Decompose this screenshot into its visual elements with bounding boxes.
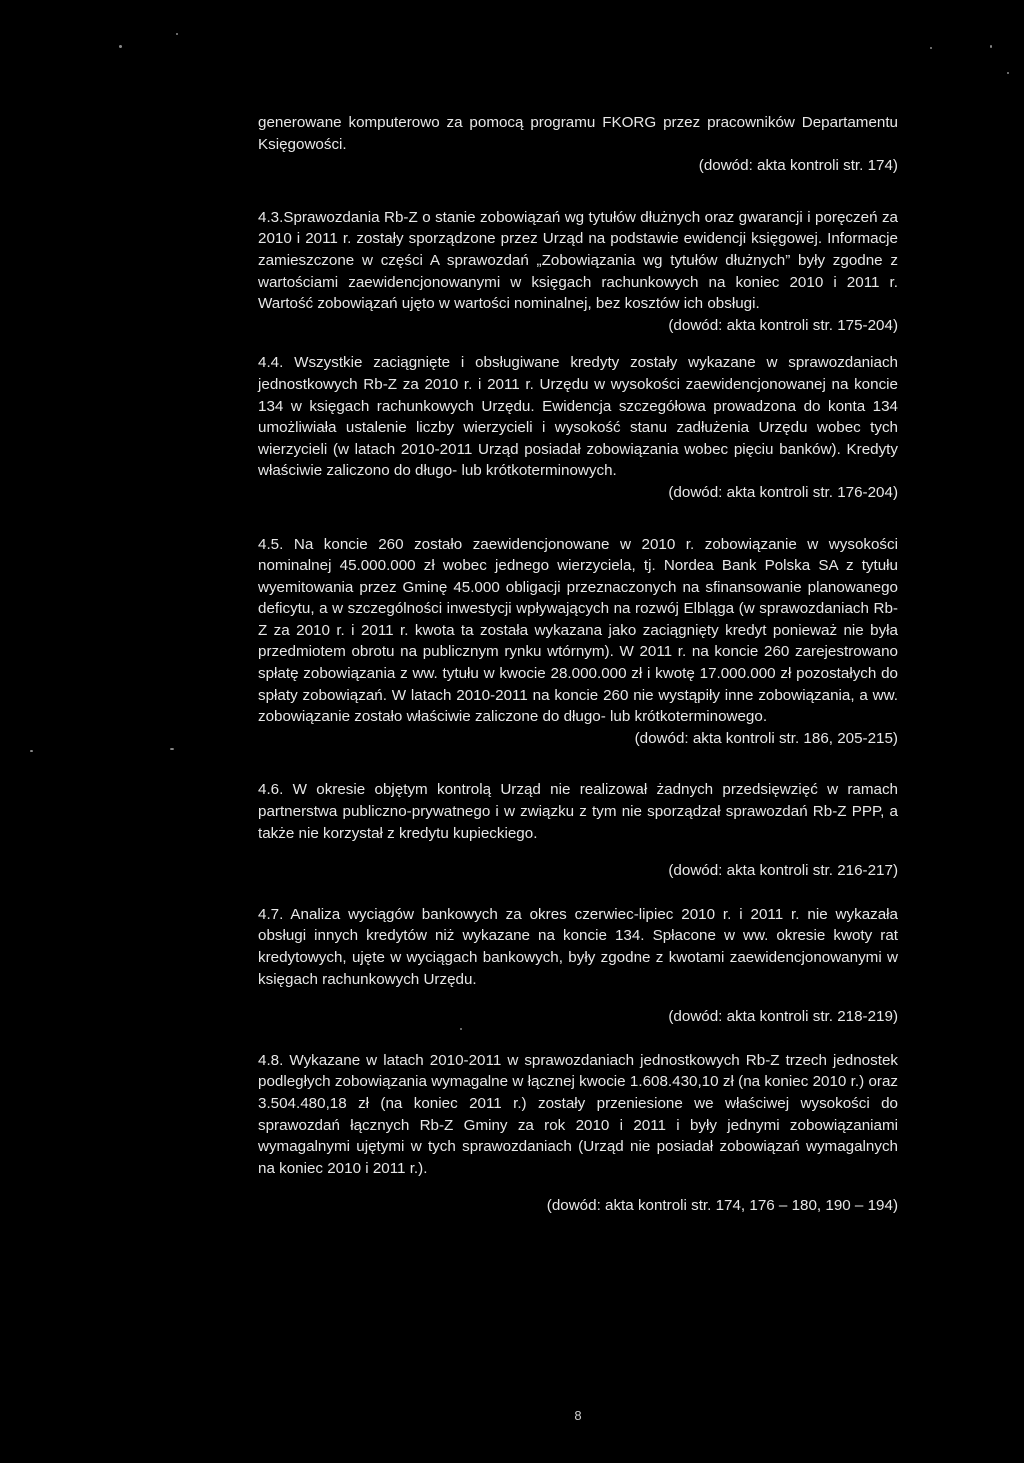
- document-page: [258, 112, 898, 1217]
- evidence-reference: (dowód: akta kontroli str. 216-217): [668, 862, 898, 880]
- section-4-7-paragraph: 4.7. Analiza wyciągów bankowych za okres czerwiec-lipiec 2010 r. i 2011 r. nie wykazała obsługi innych kredytów niż wykazane na koncie 134. Spłacone w ww. okresie kwoty rat kredytowych, ujęte w wyciągach bankowych, były zgodne z kwotami zaewidencjonowanymi w księgach rachunkowych Urzędu.: [258, 905, 898, 988]
- page-number: 8: [574, 1408, 582, 1423]
- scan-speck: [1007, 72, 1009, 74]
- section-4-4-paragraph: 4.4. Wszystkie zaciągnięte i obsługiwane kredyty zostały wykazane w sprawozdaniach jednostkowych Rb-Z za 2010 r. i 2011 r. Urzędu w wysokości zaewidencjonowanej na koncie 134 w księgach rachunkowych Urzędu. Ewidencja szczegółowa prowadzona do konta 134 umożliwiała ustalenie liczby wierzycieli i wysokość stanu zadłużenia Urzędu wobec tych wierzycieli (w latach 2010-2011 Urząd posiadał zobowiązania wobec pięciu banków). Kredyty właściwie zaliczono do długo- lub krótkoterminowych.: [258, 354, 898, 480]
- scan-speck: [30, 750, 33, 752]
- evidence-reference: (dowód: akta kontroli str. 186, 205-215): [634, 729, 898, 747]
- evidence-reference: (dowód: akta kontroli str. 174, 176 – 180, 190 – 194): [546, 1197, 898, 1215]
- intro-paragraph: generowane komputerowo za pomocą programu FKORG przez pracowników Departamentu Księgowości.: [258, 114, 898, 153]
- section-4-6-paragraph: 4.6. W okresie objętym kontrolą Urząd nie realizował żadnych przedsięwzięć w ramach partnerstwa publiczno-prywatnego i w związku z tym nie sporządzał sprawozdań Rb-Z PPP, a także nie korzystał z kredytu kupieckiego.: [258, 781, 898, 842]
- evidence-reference: (dowód: akta kontroli str. 175-204): [668, 316, 898, 334]
- scan-speck: [930, 47, 932, 49]
- scan-speck: [176, 33, 178, 35]
- scan-speck: [990, 45, 992, 48]
- evidence-reference: (dowód: akta kontroli str. 218-219): [668, 1008, 898, 1026]
- evidence-reference: (dowód: akta kontroli str. 176-204): [668, 483, 898, 501]
- scan-speck: [119, 45, 122, 48]
- scan-speck: [170, 748, 174, 750]
- section-4-8-paragraph: 4.8. Wykazane w latach 2010-2011 w sprawozdaniach jednostkowych Rb-Z trzech jednostek podległych zobowiązania wymagalne w łącznej kwocie 1.608.430,10 zł (na koniec 2010 r.) oraz 3.504.480,18 zł (na koniec 2011 r.) zostały przeniesione we właściwej wysokości do sprawozdań łącznych Rb-Z Gminy za rok 2010 i 2011 i były jednymi zobowiązaniami wymagalnymi ujętymi w tych sprawozdaniach (Urząd nie posiadał zobowiązań wymagalnych na koniec 2010 i 2011 r.).: [258, 1051, 898, 1177]
- section-4-5-paragraph: 4.5. Na koncie 260 zostało zaewidencjonowane w 2010 r. zobowiązanie w wysokości nominalnej 45.000.000 zł wobec jednego wierzyciela, tj. Nordea Bank Polska SA z tytułu wyemitowania przez Gminę 45.000 obligacji przeznaczonych na sfinansowanie planowanego deficytu, a w szczególności inwestycji wpływających na rozwój Elbląga (w sprawozdaniach Rb-Z za 2010 r. i 2011 r. kwota ta została wykazana jako zaciągnięty kredyt ponieważ nie była przedmiotem obrotu na publicznym rynku wtórnym). W 2011 r. na koncie 260 zarejestrowano spłatę zobowiązania z ww. tytułu w kwocie 28.000.000 zł i kwotę 17.000.000 zł pozostałych do spłaty zobowiązań. W latach 2010-2011 na koncie 260 nie wystąpiły inne zobowiązania, a ww. zobowiązanie zostało właściwie zaliczone do długo- lub krótkoterminowego.: [258, 535, 898, 726]
- section-4-3-paragraph: 4.3.Sprawozdania Rb-Z o stanie zobowiązań wg tytułów dłużnych oraz gwarancji i poręczeń za 2010 i 2011 r. zostały sporządzone przez Urząd na podstawie ewidencji księgowej. Informacje zamieszczone w części A sprawozdań „Zobowiązania wg tytułów dłużnych” były zgodne z wartościami zaewidencjonowanymi w księgach rachunkowych na koniec 2010 i 2011 r. Wartość zobowiązań ujęto w wartości nominalnej, bez kosztów ich obsługi.: [258, 208, 898, 313]
- evidence-reference: (dowód: akta kontroli str. 174): [698, 157, 898, 175]
